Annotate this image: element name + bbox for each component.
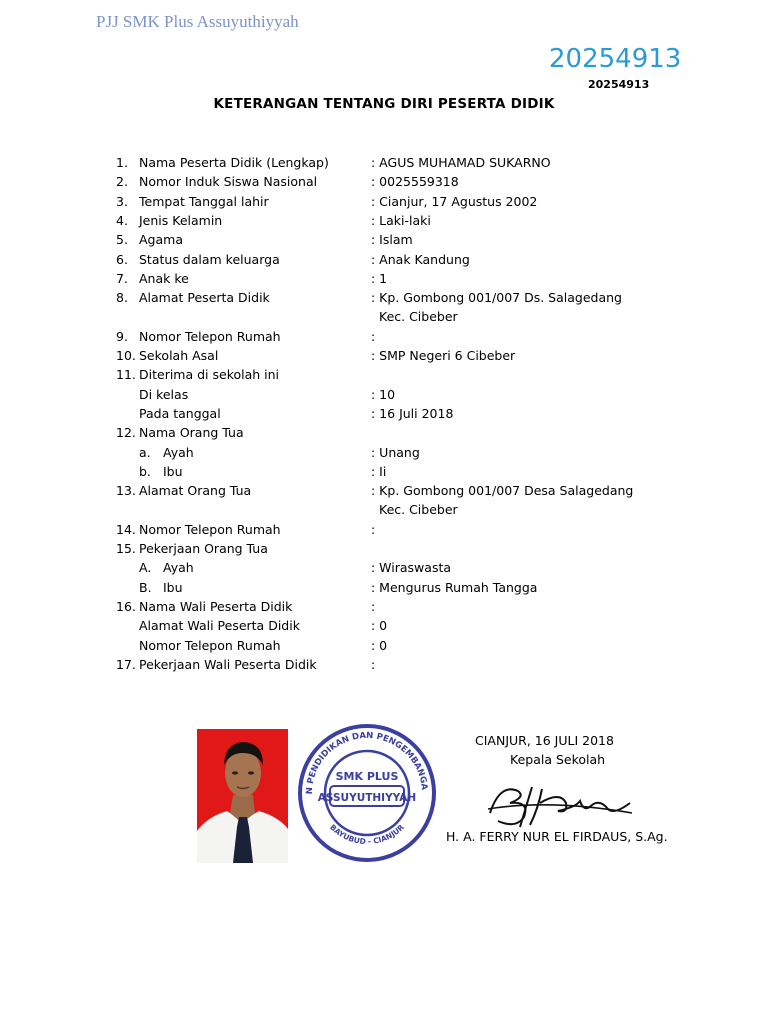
info-row	[0, 271, 768, 291]
row-number: 15.	[116, 541, 136, 556]
row-value: : 1	[371, 270, 388, 286]
row-number: 10.	[116, 348, 136, 363]
row-value: : 10	[371, 386, 396, 402]
row-number: 13.	[116, 483, 136, 499]
row-value: : AGUS MUHAMAD SUKARNO	[371, 155, 551, 170]
stamp-center-main: ASSUYUTHIYYAH	[317, 792, 417, 804]
document-number-large: 20254913	[549, 44, 682, 74]
row-number: 4.	[116, 212, 128, 228]
info-row	[0, 638, 768, 658]
info-row	[0, 560, 768, 580]
row-label: Alamat Peserta Didik	[139, 290, 270, 306]
row-value: : Kp. Gombong 001/007 Ds. Salagedang	[371, 290, 622, 306]
row-value: : Kp. Gombong 001/007 Desa Salagedang	[371, 483, 634, 499]
header-school-name: PJJ SMK Plus Assuyuthiyyah	[96, 12, 299, 31]
row-label: Nomor Telepon Rumah	[139, 521, 281, 537]
info-row	[0, 599, 768, 619]
row-label: Sekolah Asal	[139, 348, 219, 363]
row-label: Ibu	[163, 463, 183, 479]
info-row	[0, 174, 768, 194]
info-row	[0, 406, 768, 426]
info-row	[0, 657, 768, 677]
row-number: 16.	[116, 598, 136, 614]
signature-name: H. A. FERRY NUR EL FIRDAUS, S.Ag.	[446, 829, 668, 844]
info-row	[0, 522, 768, 542]
info-row	[0, 541, 768, 561]
row-label: Di kelas	[139, 386, 189, 402]
row-number: 8.	[116, 290, 128, 306]
info-row	[0, 213, 768, 233]
student-portrait-image	[197, 729, 288, 863]
info-row	[0, 232, 768, 252]
row-value: : 0	[371, 618, 388, 634]
row-number: 11.	[116, 367, 136, 383]
row-value: : Islam	[371, 232, 413, 248]
row-label: Alamat Orang Tua	[139, 483, 252, 499]
row-label: Nomor Telepon Rumah	[139, 328, 281, 344]
row-value: :	[371, 598, 376, 614]
info-row	[0, 502, 768, 522]
row-label: Ayah	[163, 560, 194, 576]
row-sub-marker: B.	[139, 579, 152, 595]
row-label: Status dalam keluarga	[139, 251, 280, 267]
row-number: 3.	[116, 193, 128, 209]
info-row	[0, 252, 768, 272]
row-label: Ibu	[163, 579, 183, 595]
row-label: Nama Wali Peserta Didik	[139, 598, 293, 614]
signature-role: Kepala Sekolah	[510, 752, 606, 767]
row-value: : Anak Kandung	[371, 251, 470, 267]
row-label: Jenis Kelamin	[139, 212, 223, 228]
row-value: : SMP Negeri 6 Cibeber	[371, 348, 516, 363]
info-row	[0, 290, 768, 310]
row-label: Nomor Induk Siswa Nasional	[139, 174, 318, 190]
school-stamp	[296, 722, 438, 864]
row-value: :	[371, 521, 376, 537]
row-sub-marker: b.	[139, 463, 151, 479]
student-photo	[197, 729, 288, 863]
info-row	[0, 464, 768, 484]
row-label: Pada tanggal	[139, 405, 221, 421]
info-row	[0, 194, 768, 214]
row-value: : Ii	[371, 463, 387, 479]
row-value: :	[371, 328, 376, 344]
info-row	[0, 348, 768, 368]
row-value: :	[371, 656, 376, 672]
row-label: Nama Orang Tua	[139, 425, 244, 441]
info-row	[0, 618, 768, 638]
row-label: Nomor Telepon Rumah	[139, 637, 281, 653]
row-value-continued: Kec. Cibeber	[379, 309, 458, 325]
row-number: 1.	[116, 155, 128, 170]
row-number: 17.	[116, 656, 136, 672]
info-row	[0, 309, 768, 329]
info-row	[0, 425, 768, 445]
row-label: Agama	[139, 232, 183, 248]
row-value: : Mengurus Rumah Tangga	[371, 579, 538, 595]
row-value-continued: Kec. Cibeber	[379, 502, 458, 518]
info-row	[0, 367, 768, 387]
row-label: Alamat Wali Peserta Didik	[139, 618, 300, 634]
info-row	[0, 329, 768, 349]
row-number: 7.	[116, 270, 128, 286]
info-row	[0, 445, 768, 465]
row-label: Tempat Tanggal lahir	[139, 193, 269, 209]
document-title: KETERANGAN TENTANG DIRI PESERTA DIDIK	[213, 96, 555, 112]
signature-place-date: CIANJUR, 16 JULI 2018	[475, 733, 614, 748]
stamp-ring-text: N PENDIDIKAN DAN PENGEMBANGA	[304, 730, 429, 795]
row-number: 14.	[116, 521, 136, 537]
row-label: Ayah	[163, 444, 194, 460]
row-label: Pekerjaan Orang Tua	[139, 541, 268, 556]
info-row	[0, 580, 768, 600]
row-sub-marker: A.	[139, 560, 152, 576]
document-number-small: 20254913	[588, 78, 650, 91]
row-value: : 0	[371, 637, 388, 653]
info-row	[0, 155, 768, 175]
handwritten-signature	[480, 773, 640, 831]
stamp-center-top: SMK PLUS	[335, 770, 399, 783]
row-label: Anak ke	[139, 270, 189, 286]
row-value: : 16 Juli 2018	[371, 405, 454, 421]
row-value: : Unang	[371, 444, 420, 460]
row-label: Nama Peserta Didik (Lengkap)	[139, 155, 329, 170]
row-number: 5.	[116, 232, 128, 248]
info-row	[0, 483, 768, 503]
row-number: 9.	[116, 328, 128, 344]
row-number: 12.	[116, 425, 136, 441]
row-label: Diterima di sekolah ini	[139, 367, 280, 383]
row-value: : 0025559318	[371, 174, 459, 190]
row-value: : Cianjur, 17 Agustus 2002	[371, 193, 538, 209]
row-value: : Laki-laki	[371, 212, 431, 228]
row-number: 6.	[116, 251, 128, 267]
row-label: Pekerjaan Wali Peserta Didik	[139, 656, 317, 672]
row-value: : Wiraswasta	[371, 560, 452, 576]
row-sub-marker: a.	[139, 444, 151, 460]
info-row	[0, 387, 768, 407]
row-number: 2.	[116, 174, 128, 190]
stamp-bottom-text: BAYUBUD - CIANJUR	[328, 822, 406, 847]
